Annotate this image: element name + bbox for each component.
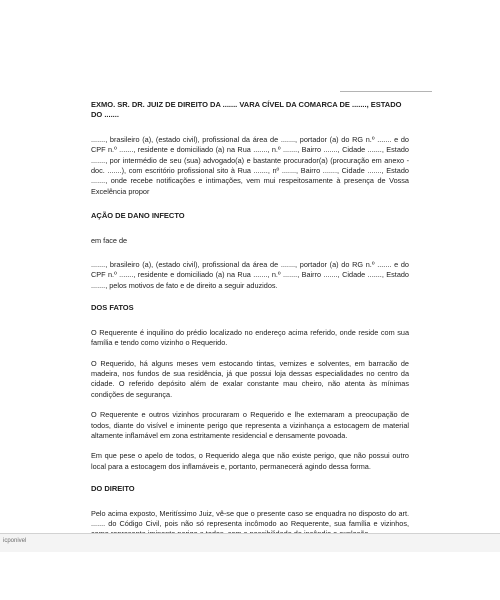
facts-paragraph: O Requerente é inquilino do prédio localizado no endereço acima referido, onde reside com sua família e tendo como vizinho o Requerido.	[91, 327, 409, 348]
against-text: em face de	[91, 235, 128, 245]
facts-paragraph: O Requerido, há alguns meses vem estocando tintas, vernizes e solventes, em barracão de madeira, nos fundos de sua residência, já que possui loja dessas especialidades no centro da cidade. O referido depósito além de exalar constante mau cheiro, não atenta às mínimas condições de segurança.	[91, 358, 409, 399]
plaintiff-qualification: ......., brasileiro (a), (estado civil), profissional da área de ......., portador (a) do RG n.º ....... e do CPF n.º ......., residente e domiciliado (a) na Rua ......., n.º ......., Bairro ......., Cidade ......., Estado ......., por intermédio de seu (sua) advogado(a) e bastante procurador(a) (procuração em anexo - doc. .......), com escritório profissional sito à Rua ......., nº ......., Bairro ......., Cidade ......., Estado ......., onde recebe notificações e intimações, vem mui respeitosamente à presença de Vossa Excelência propor	[91, 134, 409, 196]
facts-heading: DOS FATOS	[91, 303, 134, 313]
petition-document	[91, 100, 409, 540]
law-paragraph: Pelo acima exposto, Meritíssimo Juiz, vê-se que o presente caso se enquadra no disposto do art. ....... do Código Civil, pois não só representa incômodo ao Requerente, sua família e vizinhos,	[91, 508, 409, 528]
facts-paragraph: O Requerente e outros vizinhos procuraram o Requerido e lhe externaram a preocupação de todos, diante do visível e iminente perigo que representa a vizinhança a estocagem de material altamente inflamável em zona estritamente residencial e densamente povoada.	[91, 410, 409, 440]
court-address: EXMO. SR. DR. JUIZ DE DIREITO DA ....... VARA CÍVEL DA COMARCA DE ......., ESTADO DO .......	[91, 100, 402, 120]
footer-bar	[0, 533, 500, 552]
law-heading: DO DIREITO	[91, 484, 135, 494]
facts-paragraph: Em que pese o apelo de todos, o Requerido alega que não existe perigo, que não possui outro local para a estocagem dos inflamáveis e, portanto, permanecerá agindo dessa forma.	[91, 451, 409, 471]
footer-label: icponivel	[3, 538, 27, 544]
header-rule	[340, 91, 432, 92]
action-title: AÇÃO DE DANO INFECTO	[91, 211, 185, 221]
defendant-qualification: ......., brasileiro (a), (estado civil), profissional da área de ......., portador (a) do RG n.º ....... e do CPF n.º ......., residente e domiciliado (a) na Rua ......., n.º ......., Bairro ......., Cidade ......., Estado ......., pelos motivos de fato e de direito a seguir aduzidos.	[91, 260, 409, 290]
